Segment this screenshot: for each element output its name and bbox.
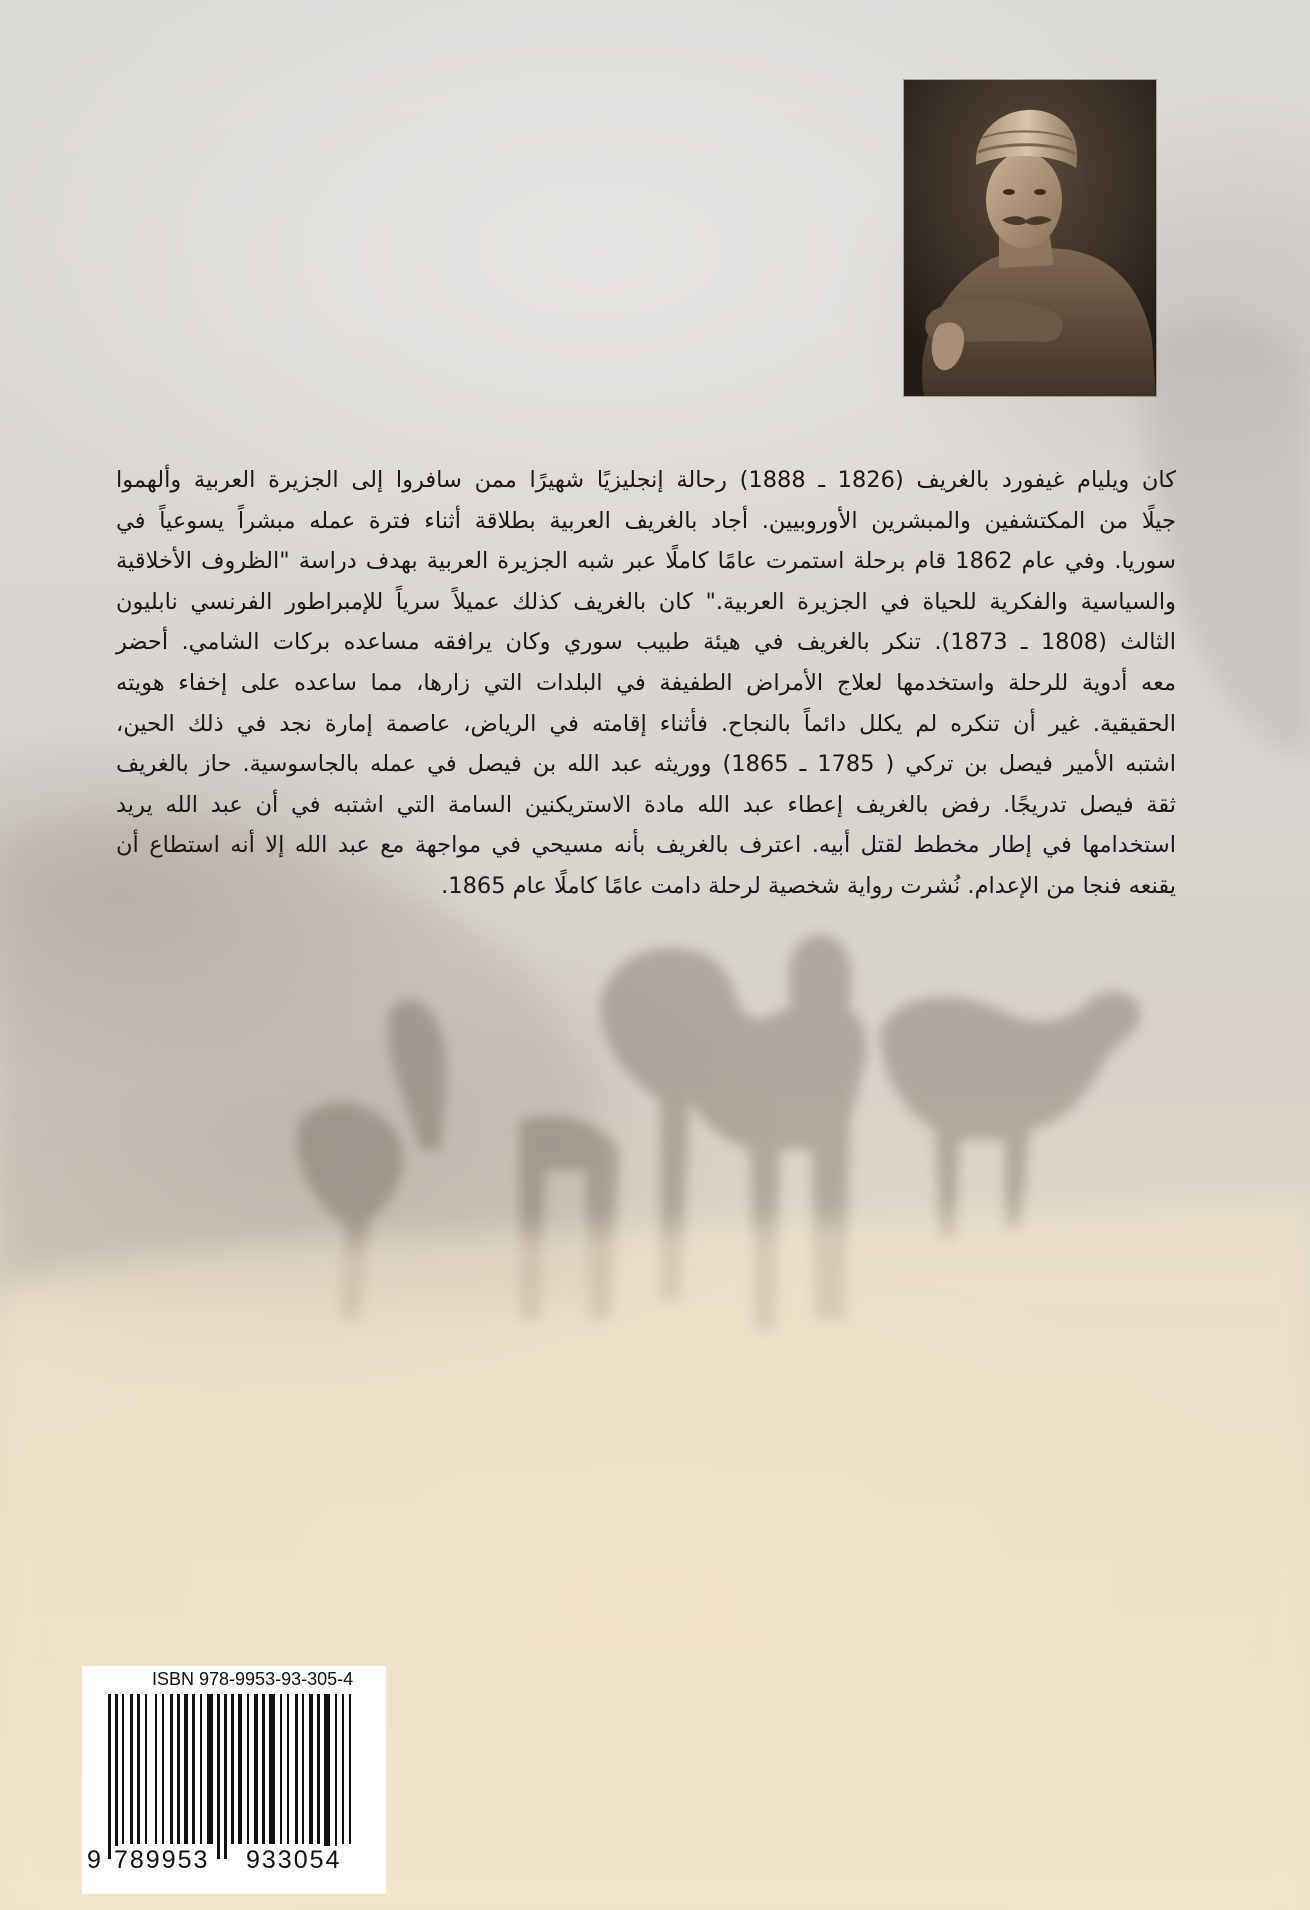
synopsis-line: استخدامها في إطار مخطط لقتل أبيه. اعترف بالغريف بأنه مسيحي في مواجهة مع عبد الله إلا أنه استطاع أن <box>116 832 1176 859</box>
barcode-bar <box>238 1694 242 1844</box>
barcode-bar <box>324 1694 330 1859</box>
barcode-bar <box>342 1694 344 1844</box>
barcode-digit-first: 9 <box>87 1846 103 1874</box>
barcode-bar <box>207 1694 213 1844</box>
barcode-bar <box>269 1694 275 1844</box>
barcode-bar <box>287 1694 289 1844</box>
barcode-bar <box>170 1694 173 1844</box>
barcode-bar <box>192 1694 195 1844</box>
isbn-label: ISBN 978-9953-93-305-4 <box>152 1669 354 1689</box>
barcode-bar <box>184 1694 188 1844</box>
barcode-bar <box>177 1694 180 1844</box>
synopsis-line: معه أدوية للرحلة واستخدمها لعلاج الأمراض الطفيفة في البلدات التي زارها، مما ساعده على إخفاء هويته <box>116 669 1176 696</box>
isbn-barcode-box <box>82 1666 386 1894</box>
barcode-bar <box>254 1694 258 1844</box>
barcode-digits-right: 933054 <box>246 1846 342 1874</box>
barcode-bar <box>262 1694 265 1844</box>
barcode-digits <box>82 1846 386 1880</box>
barcode-bar <box>162 1694 164 1844</box>
barcode-bar <box>280 1694 282 1844</box>
barcode-bar <box>155 1694 157 1844</box>
barcode-digits-left: 789953 <box>114 1846 210 1874</box>
barcode-bar <box>130 1694 133 1844</box>
synopsis-line: الثالث (1808 ـ 1873). تنكر بالغريف في هيئة طبيب سوري وكان يرافقه مساعده بركات الشامي. أحضر <box>116 629 1176 656</box>
barcode-icon <box>104 1694 366 1859</box>
barcode-bar <box>224 1694 227 1859</box>
portrait-photo-icon <box>904 80 1156 396</box>
barcode-bar <box>115 1694 118 1859</box>
barcode-bar <box>217 1694 220 1859</box>
barcode-bar <box>302 1694 304 1844</box>
synopsis-line: سوريا. وفي عام 1862 قام برحلة استمرت عامًا كاملًا عبر شبه الجزيرة العربية بهدف دراسة "الظروف الأخلاقية <box>116 548 1177 575</box>
barcode-bar <box>137 1694 140 1844</box>
synopsis-line: جيلًا من المكتشفين والمبشرين الأوروبيين. أجاد بالغريف العربية بطلاقة أثناء فترة عمله مبشراً يسوعياً في <box>116 507 1176 534</box>
barcode-bar <box>309 1694 313 1844</box>
barcode-bar <box>231 1694 234 1844</box>
barcode-bar <box>122 1694 124 1844</box>
synopsis-line: الحقيقية. غير أن تنكره لم يكلل دائماً بالنجاح. فأثناء إقامته في الرياض، عاصمة إمارة نجد في ذلك الحين، <box>116 710 1176 737</box>
barcode-bar <box>335 1694 337 1859</box>
synopsis-line: ثقة فيصل تدريجًا. رفض بالغريف إعطاء عبد الله مادة الاستريكنين السامة التي اشتبه في أن عبد الله يريد <box>116 791 1176 818</box>
synopsis-line: يقنعه فنجا من الإعدام. نُشرت رواية شخصية لرحلة دامت عامًا كاملًا عام 1865. <box>441 872 1176 899</box>
synopsis-line: كان ويليام غيفورد بالغريف (1826 ـ 1888) رحالة إنجليزيًا شهيرًا ممن سافروا إلى الجزيرة العربية وألهموا <box>116 467 1177 493</box>
synopsis-paragraph <box>116 460 1176 907</box>
barcode-bar <box>108 1694 111 1859</box>
barcode-bar <box>247 1694 249 1844</box>
barcode-bar <box>295 1694 298 1844</box>
barcode-bar <box>145 1694 147 1844</box>
synopsis-line: والسياسية والفكرية للحياة في الجزيرة العربية." كان بالغريف كذلك عميلاً سرياً للإمبراطور الفرنسي نابليون <box>116 588 1176 615</box>
barcode-bar <box>317 1694 320 1844</box>
barcode-bar <box>349 1694 351 1844</box>
barcode-bar <box>200 1694 202 1844</box>
synopsis-line: اشتبه الأمير فيصل بن تركي ( 1785 ـ 1865) ووريثه عبد الله بن فيصل في عمله بالجاسوسية. حاز بالغريف <box>116 751 1177 778</box>
author-portrait-photo <box>904 80 1156 396</box>
